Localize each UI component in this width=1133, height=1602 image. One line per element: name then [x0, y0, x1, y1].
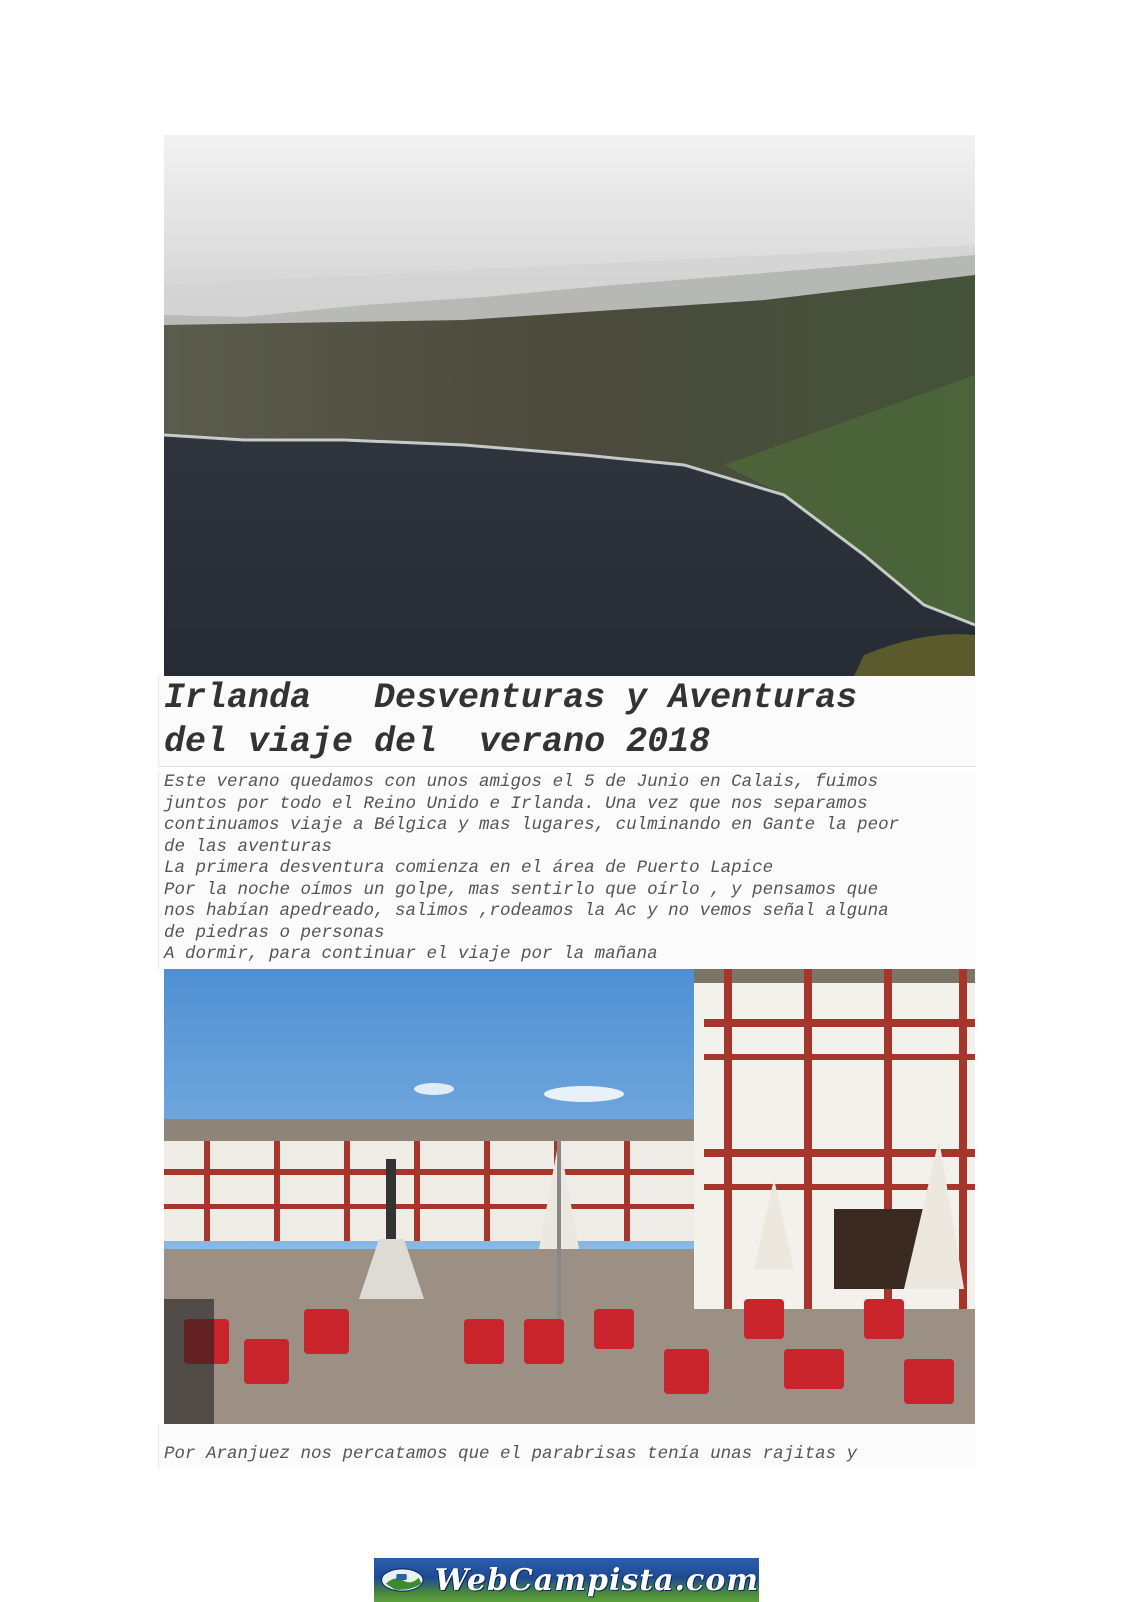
title-line-1: Irlanda Desventuras y Aventuras [164, 678, 858, 718]
body-line: continuamos viaje a Bélgica y mas lugares, culminando en Gante la peor [164, 815, 900, 835]
body-line: de las aventuras [164, 836, 333, 857]
article-title [159, 676, 976, 764]
continuation-line: Por Aranjuez nos percatamos que el parabrisas tenía unas rajitas y [164, 1444, 858, 1464]
body-line: La primera desventura comienza en el área de Puerto Lapice [164, 858, 774, 878]
body-line: Este verano quedamos con unos amigos el 5 de Junio en Calais, fuimos [164, 772, 879, 792]
globe-icon [380, 1563, 425, 1597]
body-line: A dormir, para continuar el viaje por la mañana [164, 944, 658, 964]
cliffs-illustration [164, 135, 975, 676]
article-continuation [158, 1424, 975, 1468]
body-line: de piedras o personas [164, 922, 385, 943]
body-line: juntos por todo el Reino Unido e Irlanda. Una vez que nos separamos [164, 793, 868, 814]
webcampista-logo[interactable] [374, 1558, 759, 1602]
article-body [158, 772, 976, 969]
article-title-block [158, 676, 976, 767]
plaza-illustration [164, 969, 975, 1424]
logo-text: WebCampista.com [434, 1562, 759, 1598]
body-line: Por la noche oímos un golpe, mas sentirlo que oírlo , y pensamos que [164, 879, 879, 900]
title-line-2: del viaje del verano 2018 [164, 722, 711, 762]
cliffs-photo [164, 135, 975, 676]
plaza-photo [164, 969, 975, 1424]
body-line: nos habían apedreado, salimos ,rodeamos la Ac y no vemos señal alguna [164, 901, 889, 921]
